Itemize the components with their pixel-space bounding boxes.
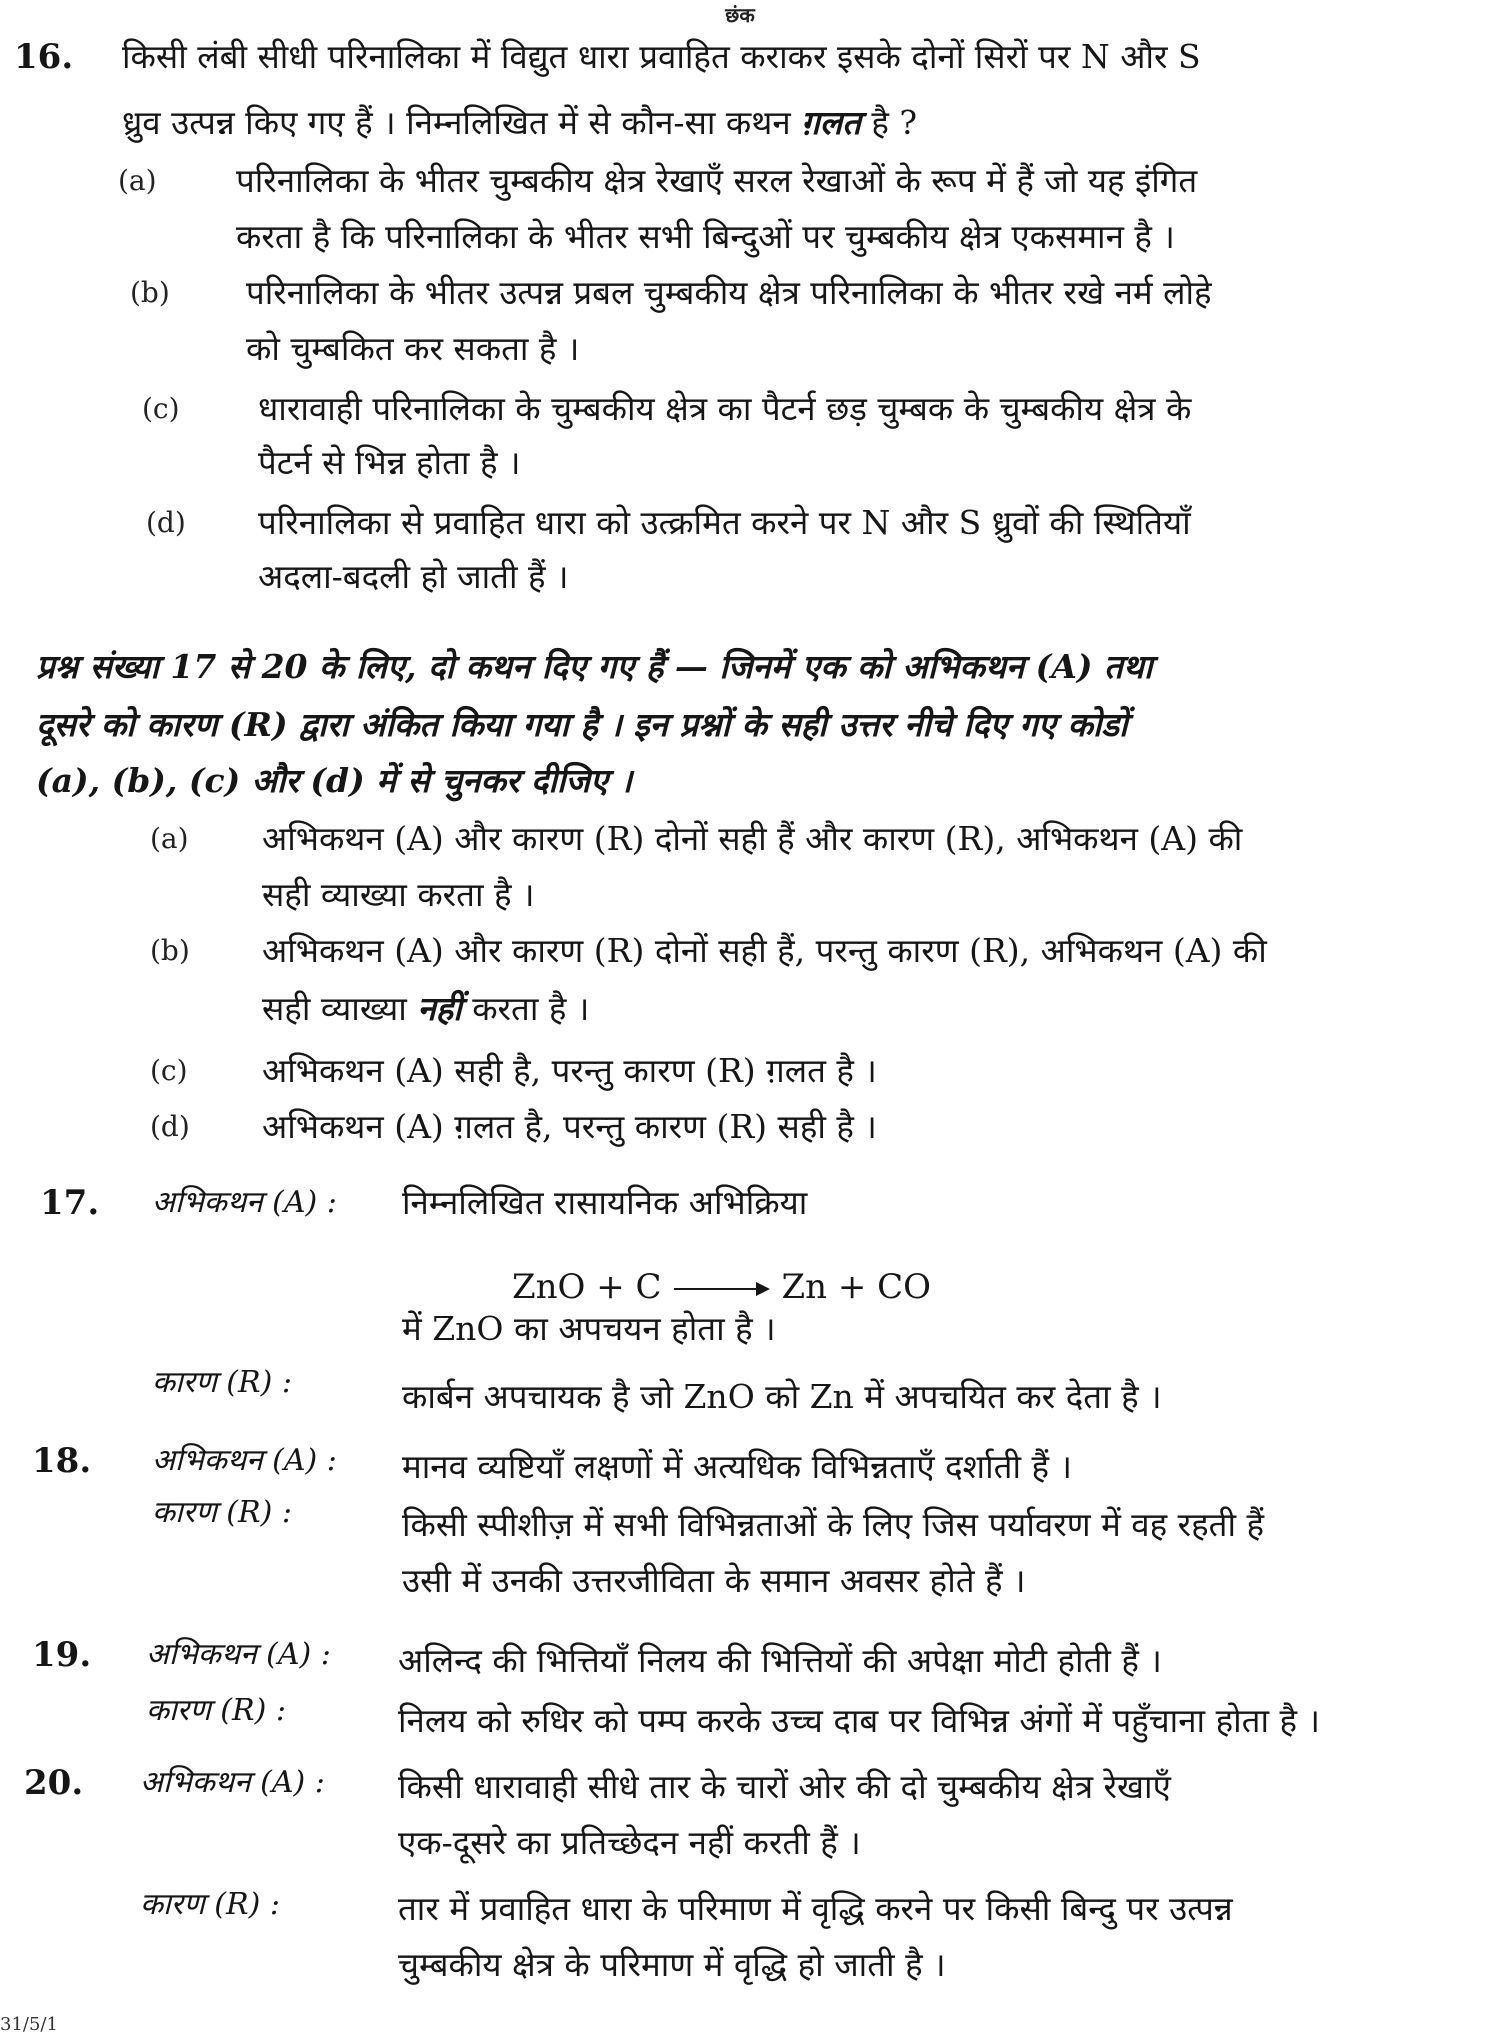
question-16-option-c-line-2: पैटर्न से भिन्न होता है । <box>258 443 521 482</box>
code-d-line-1: अभिकथन (A) ग़लत है, परन्तु कारण (R) सही है । <box>262 1107 877 1146</box>
question-20-assertion-line-1: किसी धारावाही सीधे तार के चारों ओर की दो चुम्बकीय क्षेत्र रेखाएँ <box>398 1767 1171 1806</box>
question-18-assertion-label: अभिकथन (A) : <box>152 1443 337 1478</box>
instruction-line-1: प्रश्न संख्या 17 से 20 के लिए, दो कथन दिए गए हैं — जिनमें एक को अभिकथन (A) तथा <box>36 647 1153 686</box>
question-19-number: 19. <box>32 1635 92 1675</box>
question-17-assertion-text: निम्नलिखित रासायनिक अभिक्रिया <box>402 1183 808 1222</box>
code-a-line-1: अभिकथन (A) और कारण (R) दोनों सही हैं और कारण (R), अभिकथन (A) की <box>262 819 1243 858</box>
question-16-option-d-key: (d) <box>146 506 186 539</box>
question-18-assertion-text: मानव व्यष्टियाँ लक्षणों में अत्यधिक विभिन्नताएँ दर्शाती हैं । <box>402 1447 1073 1486</box>
question-16-stem-line-2: ध्रुव उत्पन्न किए गए हैं । निम्नलिखित में से कौन-सा कथन ग़लत है ? <box>122 103 918 142</box>
equation-products: Zn + CO <box>781 1267 932 1307</box>
question-16-option-a-key: (a) <box>118 164 157 197</box>
question-16-option-d-line-2: अदला-बदली हो जाती हैं । <box>258 557 569 596</box>
question-17-number: 17. <box>40 1183 100 1223</box>
question-17-reason-label: कारण (R) : <box>152 1365 292 1400</box>
question-16-number: 16. <box>14 37 74 77</box>
question-16-option-b-key: (b) <box>130 276 170 309</box>
question-16-option-a-line-2: करता है कि परिनालिका के भीतर सभी बिन्दुओं पर चुम्बकीय क्षेत्र एकसमान है । <box>236 217 1175 256</box>
question-18-reason-line-2: उसी में उनकी उत्तरजीविता के समान अवसर होते हैं । <box>402 1561 1026 1600</box>
code-b-line-1: अभिकथन (A) और कारण (R) दोनों सही हैं, परन्तु कारण (R), अभिकथन (A) की <box>262 931 1267 970</box>
equation-reactants: ZnO + C <box>512 1267 662 1307</box>
question-17-assertion-continuation: में ZnO का अपचयन होता है । <box>402 1309 776 1348</box>
page-footer-code: 31/5/1 <box>0 2016 58 2034</box>
question-20-number: 20. <box>24 1763 84 1803</box>
question-17-assertion-label: अभिकथन (A) : <box>152 1185 337 1220</box>
question-20-reason-line-1: तार में प्रवाहित धारा के परिमाण में वृद्धि करने पर किसी बिन्दु पर उत्पन्न <box>398 1889 1233 1928</box>
code-c-key: (c) <box>150 1054 188 1087</box>
question-16-stem-line-1: किसी लंबी सीधी परिनालिका में विद्युत धारा प्रवाहित कराकर इसके दोनों सिरों पर N और S <box>122 37 1201 76</box>
question-18-number: 18. <box>32 1441 92 1481</box>
code-a-line-2: सही व्याख्या करता है । <box>262 875 535 914</box>
code-b-key: (b) <box>150 934 190 967</box>
code-a-key: (a) <box>150 822 189 855</box>
page-top-mark: छंक <box>725 3 755 27</box>
emphasis-nahin: नहीं <box>417 989 462 1028</box>
question-18-reason-line-1: किसी स्पीशीज़ में सभी विभिन्नताओं के लिए जिस पर्यावरण में वह रहती हैं <box>402 1505 1265 1544</box>
instruction-line-3: (a), (b), (c) और (d) में से चुनकर दीजिए । <box>36 761 633 800</box>
instruction-line-2: दूसरे को कारण (R) द्वारा अंकित किया गया है । इन प्रश्नों के सही उत्तर नीचे दिए गए कोडों <box>36 705 1128 744</box>
question-16-option-a-line-1: परिनालिका के भीतर चुम्बकीय क्षेत्र रेखाएँ सरल रेखाओं के रूप में हैं जो यह इंगित <box>236 161 1198 200</box>
question-16-option-d-line-1: परिनालिका से प्रवाहित धारा को उत्क्रमित करने पर N और S ध्रुवों की स्थितियाँ <box>258 503 1191 542</box>
question-20-reason-line-2: चुम्बकीय क्षेत्र के परिमाण में वृद्धि हो जाती है । <box>398 1945 946 1984</box>
question-18-reason-label: कारण (R) : <box>152 1495 292 1530</box>
question-16-option-b-line-2: को चुम्बकित कर सकता है । <box>246 329 580 368</box>
question-20-assertion-line-2: एक-दूसरे का प्रतिच्छेदन नहीं करती हैं । <box>398 1823 861 1862</box>
code-b-line-2: सही व्याख्या नहीं करता है । <box>262 989 590 1028</box>
question-17-reason-text: कार्बन अपचायक है जो ZnO को Zn में अपचयित कर देता है । <box>402 1377 1162 1416</box>
question-16-option-b-line-1: परिनालिका के भीतर उत्पन्न प्रबल चुम्बकीय क्षेत्र परिनालिका के भीतर रखे नर्म लोहे <box>246 273 1212 312</box>
reaction-arrow-icon <box>674 1279 770 1299</box>
question-20-assertion-label: अभिकथन (A) : <box>140 1765 325 1800</box>
question-19-assertion-text: अलिन्द की भित्तियाँ निलय की भित्तियों की अपेक्षा मोटी होती हैं । <box>398 1641 1162 1680</box>
emphasis-galat: ग़लत <box>801 103 861 142</box>
question-19-assertion-label: अभिकथन (A) : <box>146 1637 331 1672</box>
question-17-equation <box>512 1266 931 1308</box>
code-d-key: (d) <box>150 1110 190 1143</box>
question-16-option-c-key: (c) <box>142 392 180 425</box>
question-19-reason-label: कारण (R) : <box>146 1693 286 1728</box>
code-c-line-1: अभिकथन (A) सही है, परन्तु कारण (R) ग़लत है । <box>262 1051 877 1090</box>
question-16-option-c-line-1: धारावाही परिनालिका के चुम्बकीय क्षेत्र का पैटर्न छड़ चुम्बक के चुम्बकीय क्षेत्र के <box>258 389 1192 428</box>
question-20-reason-label: कारण (R) : <box>140 1887 280 1922</box>
question-19-reason-text: निलय को रुधिर को पम्प करके उच्च दाब पर विभिन्न अंगों में पहुँचाना होता है । <box>398 1701 1321 1740</box>
